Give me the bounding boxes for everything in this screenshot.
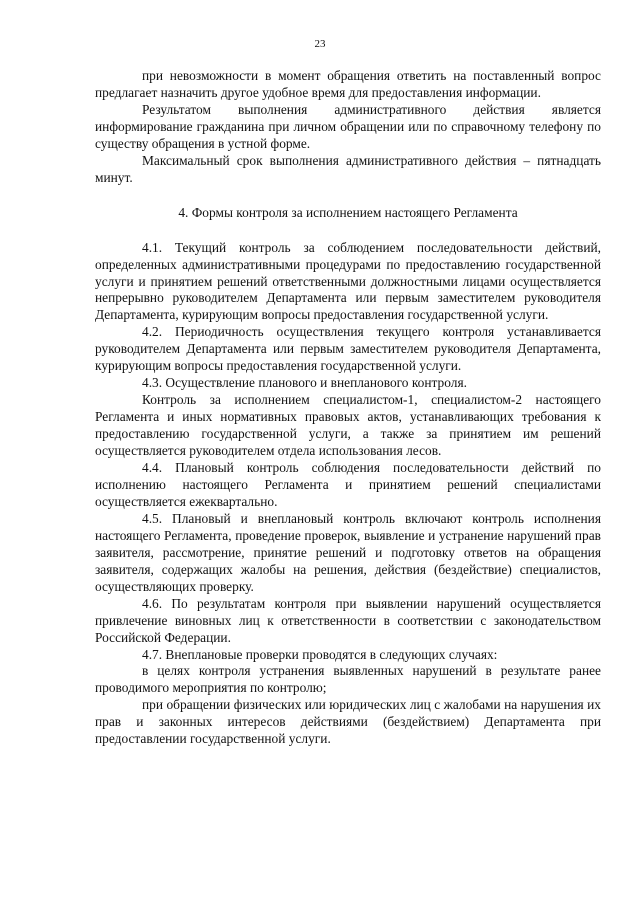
paragraph-4-7-case-2: при обращении физических или юридических лиц с жалобами на нарушения их прав и законных интересов действиями (бездействием) Департамента при предоставлении государственной услуги.	[95, 697, 601, 747]
paragraph-4-3: 4.3. Осуществление планового и внепланового контроля.	[142, 375, 467, 391]
paragraph-top-1: при невозможности в момент обращения ответить на поставленный вопрос предлагает назначить другое удобное время для предоставления информации.	[95, 68, 601, 100]
paragraph-4-2: 4.2. Периодичность осуществления текущего контроля устанавливается руководителем Департамента или первым заместителем руководителя Департамента, курирующим вопросы предоставления государственной услуги.	[95, 324, 601, 374]
paragraph-top-3: Максимальный срок выполнения административного действия – пятнадцать минут.	[95, 152, 601, 185]
paragraph-4-1: 4.1. Текущий контроль за соблюдением последовательности действий, определенных административными процедурами по предоставлению государственной услуги и принятием решений ответственными должностными лицами осуществляется непрерывно руководителем Департамента или первым заместителем руководителя Департамента, курирующим вопросы предоставления государственной услуги.	[95, 239, 601, 323]
section-heading: 4. Формы контроля за исполнением настоящего Регламента	[178, 204, 518, 220]
paragraph-4-5: 4.5. Плановый и внеплановый контроль включают контроль исполнения настоящего Регламента, проведение проверок, выявление и устранение нарушений прав заявителя, рассмотрение, принятие решений и подготовку ответов на обращения заявителя, содержащих жалобы на решения, действия (бездействие) специалистов, осуществляющих проверку.	[95, 510, 601, 594]
page-number: 23	[314, 38, 326, 50]
paragraph-4-4: 4.4. Плановый контроль соблюдения последовательности действий по исполнению настоящего Регламента и принятием решений специалистами осуществляется ежеквартально.	[95, 460, 601, 509]
paragraph-4-7-case-1: в целях контроля устранения выявленных нарушений в результате ранее проводимого мероприятия по контролю;	[95, 663, 601, 696]
document-body	[95, 68, 601, 748]
paragraph-4-3-control: Контроль за исполнением специалистом-1, специалистом-2 настоящего Регламента и иных нормативных правовых актов, устанавливающих требования к предоставлению государственной услуги, а также за принятием им решений осуществляется руководителем отдела использования лесов.	[95, 392, 601, 459]
paragraph-4-7: 4.7. Внеплановые проверки проводятся в следующих случаях:	[142, 646, 498, 662]
paragraph-top-2: Результатом выполнения административного действия является информирование гражданина при личном обращении или по справочному телефону по существу обращения в устной форме.	[95, 101, 601, 151]
paragraph-4-6: 4.6. По результатам контроля при выявлении нарушений осуществляется привлечение виновных лиц к ответственности в соответствии с законодательством Российской Федерации.	[95, 595, 601, 645]
